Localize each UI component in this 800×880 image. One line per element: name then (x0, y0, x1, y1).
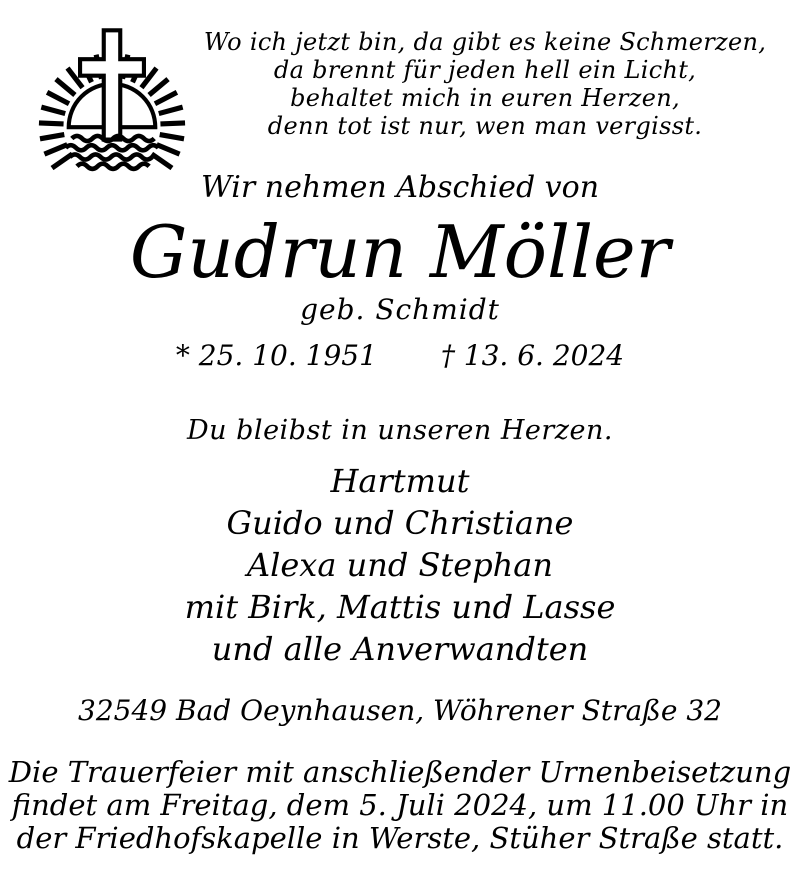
family-address: 32549 Bad Oeynhausen, Wöhrener Straße 32 (78, 694, 722, 727)
mourner-line: Hartmut (330, 462, 470, 500)
funeral-line: Die Trauerfeier mit anschließender Urnenbeisetzung (8, 755, 792, 789)
funeral-line: der Friedhofskapelle in Werste, Stüher Straße statt. (16, 821, 784, 855)
mourners-list (0, 460, 800, 670)
funeral-line: findet am Freitag, dem 5. Juli 2024, um 11.00 Uhr in (11, 788, 789, 822)
life-dates (0, 340, 800, 372)
farewell-line: Du bleibst in unseren Herzen. (187, 415, 613, 446)
mourner-line: mit Birk, Mattis und Lasse (184, 588, 616, 626)
funeral-announcement (0, 756, 800, 855)
mourner-line: und alle Anverwandten (211, 630, 589, 668)
mourner-line: Guido und Christiane (226, 504, 574, 542)
mourner-line: Alexa und Stephan (247, 546, 553, 584)
farewell-intro: Wir nehmen Abschied von (200, 170, 600, 205)
death-date: † 13. 6. 2024 (440, 339, 625, 372)
poem-line: da brennt für jeden hell ein Licht, (273, 56, 697, 84)
deceased-name: Gudrun Möller (129, 210, 671, 294)
birth-date: * 25. 10. 1951 (175, 339, 377, 372)
maiden-name: geb. Schmidt (300, 293, 500, 326)
poem-line: denn tot ist nur, wen man vergisst. (267, 112, 703, 140)
poem-line: behaltet mich in euren Herzen, (290, 84, 680, 112)
poem-line: Wo ich jetzt bin, da gibt es keine Schmerzen, (203, 28, 767, 56)
